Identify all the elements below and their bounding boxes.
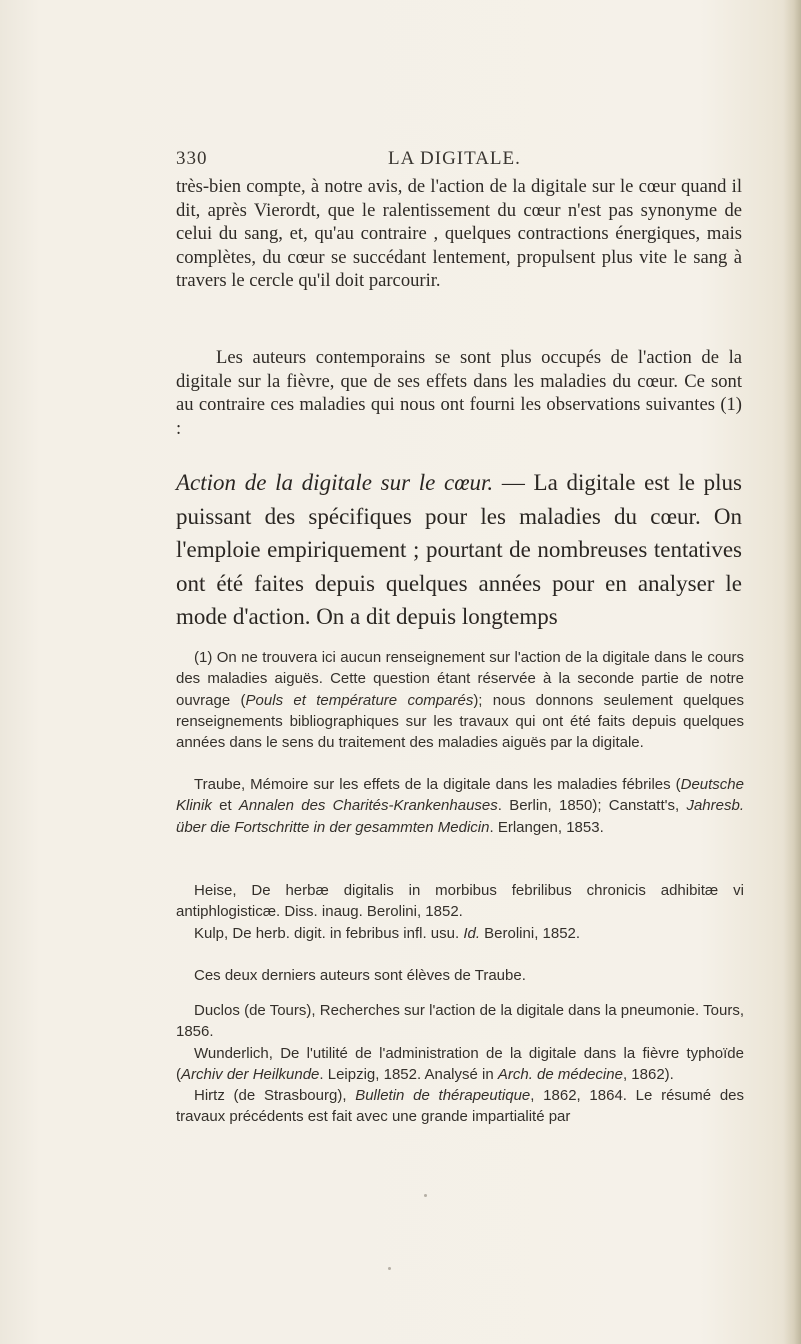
reference-heise: Heise, De herbæ digitalis in morbibus febrilibus chronicis adhibitæ vi antiphlogisticæ. Diss. inaug. Berolini, 1852. — [176, 882, 744, 921]
paragraph-action-on-heart — [176, 466, 742, 634]
paragraph-continuation: très-bien compte, à notre avis, de l'action de la digitale sur le cœur quand il dit, après Vierordt, que le ralentissement du cœur n'est pas synonyme de celui du sang, et, qu'au contraire , quelques contractions énergiques, mais complètes, du cœur se succédant lentement, propulsent plus vite le sang à travers le cercle qu'il doit parcourir. — [176, 176, 742, 292]
reference-duclos: Duclos (de Tours), Recherches sur l'action de la digitale dans la pneumonie. Tours, 1856. — [176, 1002, 744, 1041]
footnote-1: (1) On ne trouvera ici aucun renseignement sur l'action de la digitale dans le cours des maladies aiguës. Cette question étant réservée à la seconde partie de notre ouvrage (Pouls et température comparés); nous donnons seulement quelques renseignements bibliographiques sur les travaux qui ont été faits depuis quelques années dans le sens du traitement des maladies aiguës par la digitale. — [176, 649, 744, 752]
reference-wunderlich: Wunderlich, De l'utilité de l'administration de la digitale dans la fièvre typhoïde (Archiv der Heilkunde. Leipzig, 1852. Analysé in Arch. de médecine, 1862). — [176, 1045, 744, 1084]
running-head: LA DIGITALE. — [388, 148, 521, 169]
page-edge-shadow — [783, 0, 801, 1344]
paragraph-contemporary-authors: Les auteurs contemporains se sont plus occupés de l'action de la digitale sur la fièvre, que de ses effets dans les maladies du cœur. Ce sont au contraire ces maladies qui nous ont fourni les observations suivantes (1) : — [176, 347, 742, 439]
paper-speck — [388, 1267, 391, 1270]
reference-note-students: Ces deux derniers auteurs sont élèves de Traube. — [194, 967, 526, 984]
page-number: 330 — [176, 148, 208, 169]
section-title: Action de la digitale sur le cœur. — [176, 470, 494, 495]
page-header — [176, 148, 736, 176]
reference-traube: Traube, Mémoire sur les effets de la digitale dans les maladies fébriles (Deutsche Klinik et Annalen des Charités-Krankenhauses. Berlin, 1850); Canstatt's, Jahresb. über die Fortschritte in der gesammten Medicin. Erlangen, 1853. — [176, 776, 744, 836]
reference-kulp: Kulp, De herb. digit. in febribus infl. usu. Id. Berolini, 1852. — [194, 925, 581, 942]
paper-speck — [424, 1194, 427, 1197]
reference-hirtz: Hirtz (de Strasbourg), Bulletin de thérapeutique, 1862, 1864. Le résumé des travaux précédents est fait avec une grande impartialité par — [176, 1087, 745, 1126]
section-text: — La digitale est le plus puissant des spécifiques pour les maladies du cœur. On l'emploie empiriquement ; pourtant de nombreuses tentatives ont été faites depuis quelques années pour en analyser le mode d'action. On a dit depuis longtemps — [176, 470, 742, 629]
